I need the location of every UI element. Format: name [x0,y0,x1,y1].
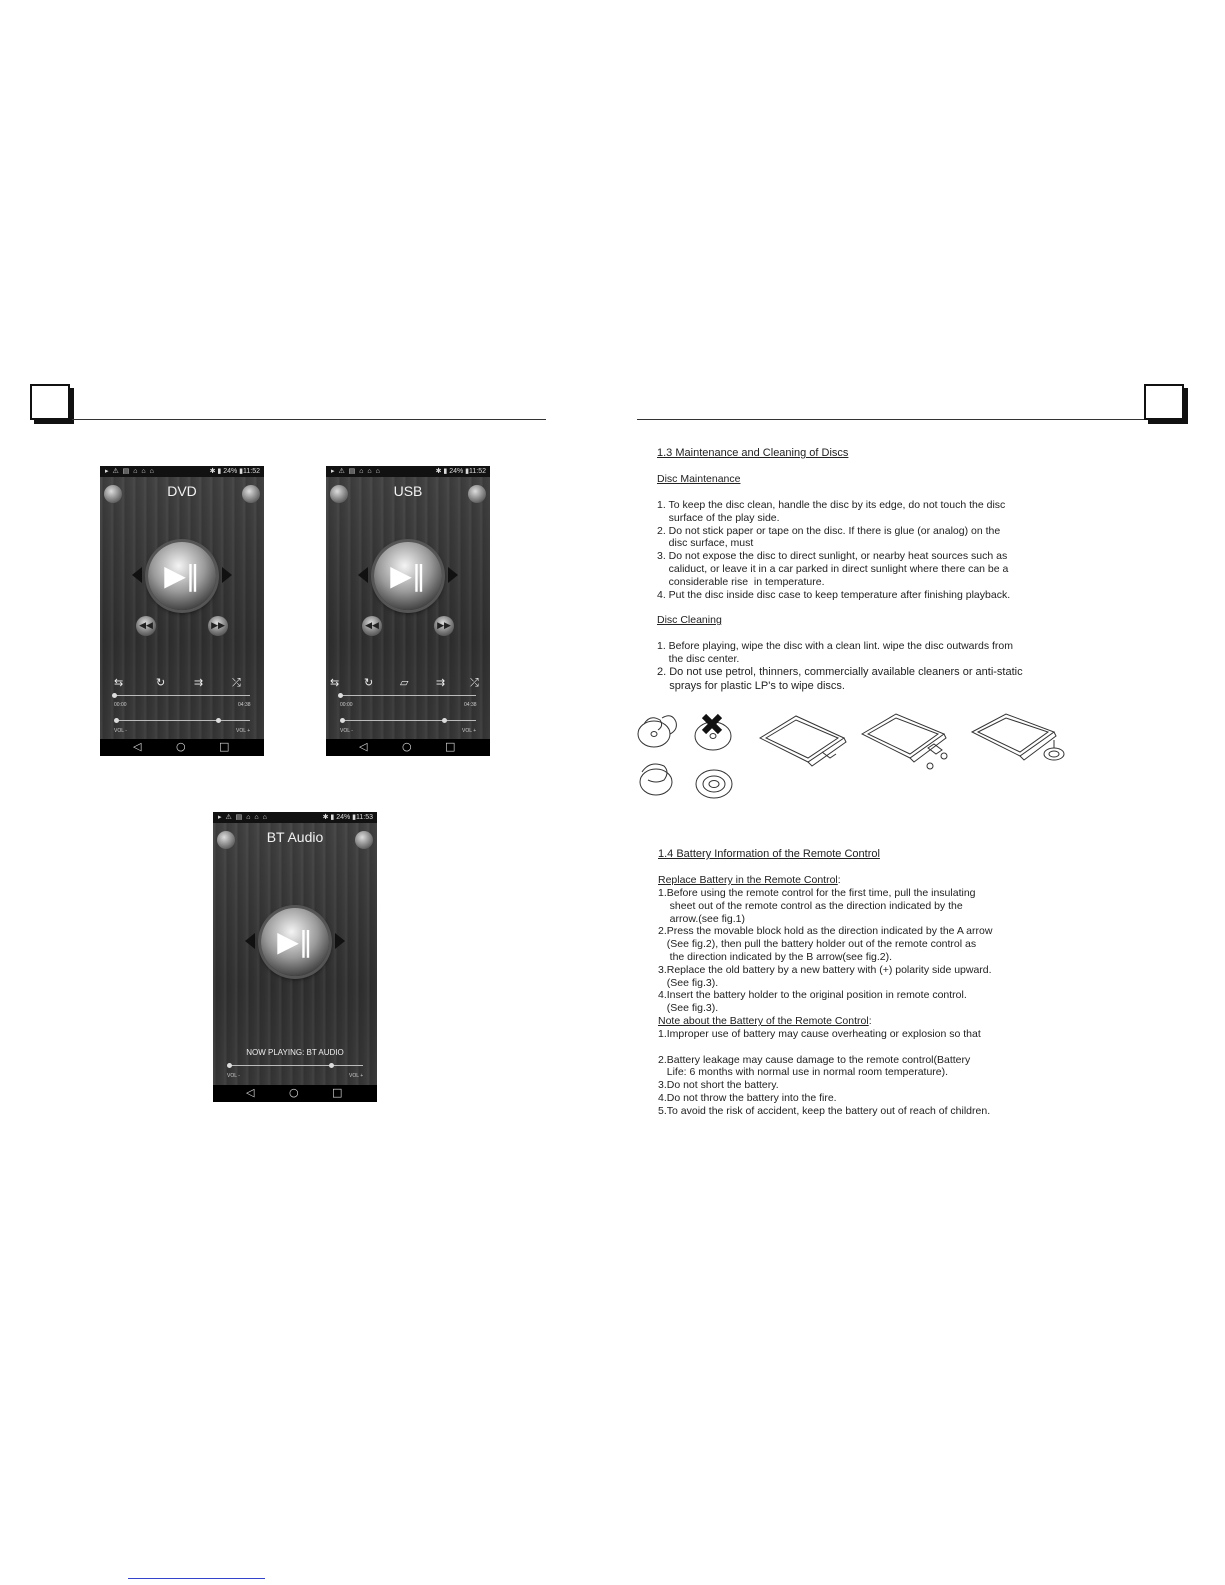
replace-battery-colon: : [837,874,841,886]
volume-knob-left[interactable] [114,718,119,723]
list-item: 5.To avoid the risk of accident, keep the battery out of reach of children. [658,1104,991,1117]
left-header-rule [72,419,546,420]
remote-fig3-illustration [968,712,1068,772]
recents-icon[interactable]: □ [445,740,456,753]
progress-track[interactable] [340,695,476,696]
repeat-one-icon[interactable]: ↻ [364,676,374,689]
rewind-button[interactable]: ◀◀ [136,616,156,636]
list-item: 1.Improper use of battery may cause overheating or explosion so that [658,1028,981,1040]
list-item: arrow.(see fig.1) [658,912,745,925]
vol-minus-label: VOL - [340,728,353,734]
section-1-4-heading: 1.4 Battery Information of the Remote Control [658,848,880,860]
status-bar [213,812,377,823]
list-item: disc surface, must [657,537,754,550]
list-item: the direction indicated by the B arrow(see fig.2). [658,951,893,963]
mute-icon[interactable] [242,485,260,503]
replace-battery-title: Replace Battery in the Remote Control [658,874,838,886]
home-icon[interactable]: ○ [176,740,186,753]
next-arrow-icon[interactable] [335,933,345,949]
vol-plus-label: VOL + [236,728,251,734]
phone-screenshot-usb [326,466,490,756]
back-icon[interactable]: ◁ [133,740,142,753]
list-item: surface of the play side. [657,511,780,524]
left-page-number-box [30,384,70,420]
disc-cleaning-heading: Disc Cleaning [657,614,722,626]
note-battery-colon: : [868,1015,872,1027]
back-icon[interactable]: ◁ [359,740,368,753]
notification-icons: ▸ ⚠ ▤ ⌂ ⌂ ⌂ [218,814,268,821]
list-item: considerable rise in temperature. [657,575,825,588]
list-item: sheet out of the remote control as the direction indicated by the [658,899,963,912]
list-item: 1. To keep the disc clean, handle the disc by its edge, do not touch the disc [657,499,1006,511]
list-item: 2. Do not use petrol, thinners, commercially available cleaners or anti-static [657,666,1023,678]
list-item: 1. Before playing, wipe the disc with a clean lint. wipe the disc outwards from [657,640,1014,652]
time-total: 04:38 [238,702,251,708]
note-battery-title: Note about the Battery of the Remote Control [658,1015,869,1027]
notification-icons: ▸ ⚠ ▤ ⌂ ⌂ ⌂ [331,468,381,475]
phone-screenshot-bt-audio [213,812,377,1102]
source-title: DVD [167,483,197,499]
folder-icon[interactable]: ▱ [400,676,409,689]
disc-correct-hold [638,721,670,747]
next-arrow-icon[interactable] [222,567,232,583]
volume-track[interactable] [342,720,476,721]
source-title: BT Audio [266,829,324,845]
source-title: USB [393,483,423,499]
list-item: 3.Replace the old battery by a new battery with (+) polarity side upward. [658,963,992,976]
list-item: 2.Press the movable block hold as the direction indicated by the A arrow [658,925,993,938]
play-pause-icon: ▶‖ [390,559,426,592]
volume-knob-left[interactable] [340,718,345,723]
list-item: 4.Do not throw the battery into the fire. [658,1092,837,1104]
bottom-link-underline [128,1578,265,1579]
play-pause-icon: ▶‖ [164,559,200,592]
list-item: 4. Put the disc inside disc case to keep temperature after finishing playback. [657,588,1011,601]
list-item: 3.Do not short the battery. [658,1079,779,1092]
volume-knob-right[interactable] [442,718,447,723]
time-total: 04:38 [464,702,477,708]
home-icon[interactable]: ○ [402,740,412,753]
shuffle-icon[interactable]: ⤮ [470,676,479,689]
list-item: 2. Do not stick paper or tape on the disc. If there is glue (or analog) on the [657,524,1001,537]
disc-maintenance-heading: Disc Maintenance [657,473,741,485]
volume-track[interactable] [229,1065,363,1066]
volume-knob-left[interactable] [227,1063,232,1068]
vol-plus-label: VOL + [462,728,477,734]
shuffle-icon[interactable]: ⤮ [232,676,241,689]
android-nav-bar [213,1085,377,1102]
list-item: (See fig.3). [658,1002,719,1015]
next-arrow-icon[interactable] [448,567,458,583]
play-pause-button[interactable] [148,542,216,610]
status-bar [100,466,264,477]
mute-icon[interactable] [468,485,486,503]
home-icon[interactable]: ○ [289,1086,299,1099]
disc-clean [696,770,732,798]
replace-battery-heading [658,874,841,887]
status-right: ✱ ▮ 24% ▮11:53 [322,814,373,821]
progress-track[interactable] [114,695,250,696]
back-icon[interactable]: ◁ [246,1086,255,1099]
status-right: ✱ ▮ 24% ▮11:52 [435,468,486,475]
progress-knob[interactable] [112,693,117,698]
fast-forward-button[interactable]: ▶▶ [208,616,228,636]
rewind-button[interactable]: ◀◀ [362,616,382,636]
vol-minus-label: VOL - [114,728,127,734]
prev-arrow-icon[interactable] [132,567,142,583]
repeat-one-icon[interactable]: ↻ [156,676,166,689]
time-elapsed: 00:00 [340,702,353,708]
list-item: the disc center. [657,652,740,665]
section-1-3-heading: 1.3 Maintenance and Cleaning of Discs [657,447,849,459]
notification-icons: ▸ ⚠ ▤ ⌂ ⌂ ⌂ [105,468,155,475]
status-right: ✱ ▮ 24% ▮11:52 [209,468,260,475]
repeat-all-icon[interactable]: ⇆ [114,676,124,689]
list-item: 2.Battery leakage may cause damage to the remote control(Battery [658,1053,971,1066]
android-nav-bar [100,739,264,756]
cross-icon [704,716,720,732]
volume-knob-right[interactable] [329,1063,334,1068]
play-pause-button[interactable] [374,542,442,610]
list-item: caliduct, or leave it in a car parked in direct sunlight where there can be a [657,563,1009,575]
volume-track[interactable] [116,720,250,721]
repeat-all-icon[interactable]: ⇆ [330,676,340,689]
phone-screenshot-dvd [100,466,264,756]
list-item: sprays for plastic LP's to wipe discs. [657,680,845,692]
time-elapsed: 00:00 [114,702,127,708]
list-item: (See fig.3). [658,976,719,989]
vol-plus-label: VOL + [349,1073,364,1079]
recents-icon[interactable]: □ [219,740,230,753]
volume-knob-right[interactable] [216,718,221,723]
prev-arrow-icon[interactable] [245,933,255,949]
disc-handling-illustration [636,710,746,802]
list-item: 4.Insert the battery holder to the original position in remote control. [658,989,967,1002]
recents-icon[interactable]: □ [332,1086,343,1099]
list-item: 3. Do not expose the disc to direct sunlight, or nearby heat sources such as [657,550,1008,563]
android-nav-bar [326,739,490,756]
mute-icon[interactable] [355,831,373,849]
fast-forward-button[interactable]: ▶▶ [434,616,454,636]
sequence-icon[interactable]: ⇉ [436,676,446,689]
remote-fig1-illustration [756,712,848,768]
list-item: (See fig.2), then pull the battery holder out of the remote control as [658,938,977,951]
prev-arrow-icon[interactable] [358,567,368,583]
sequence-icon[interactable]: ⇉ [194,676,204,689]
play-pause-icon: ▶‖ [277,925,313,958]
progress-knob[interactable] [338,693,343,698]
right-header-rule [637,419,1144,420]
vol-minus-label: VOL - [227,1073,240,1079]
list-item: 1.Before using the remote control for the first time, pull the insulating [658,887,976,899]
remote-fig2-illustration [858,712,954,772]
now-playing-text: NOW PLAYING: BT AUDIO [246,1048,344,1057]
right-page-number-box [1144,384,1184,420]
note-battery-heading [658,1015,872,1028]
status-bar [326,466,490,477]
list-item: Life: 6 months with normal use in normal room temperature). [658,1066,949,1079]
play-pause-button[interactable] [261,908,329,976]
